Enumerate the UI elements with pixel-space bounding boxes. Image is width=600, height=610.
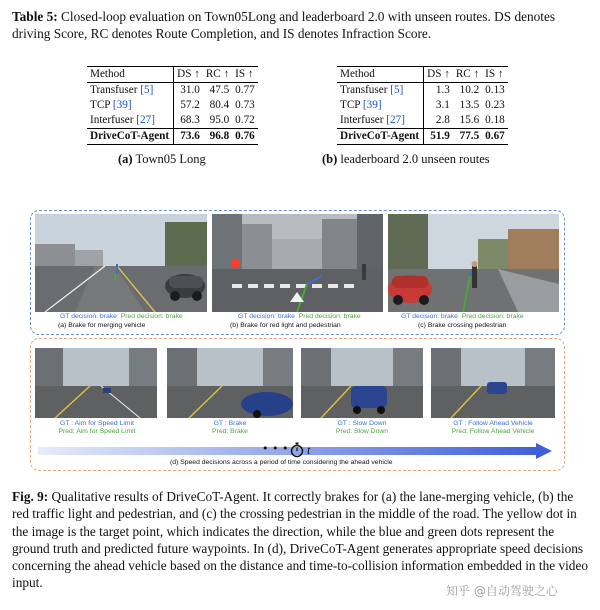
speed-image-4 [431,348,555,418]
gt-label: GT : Slow Down [337,420,387,427]
table-caption-label: Table 5: [12,9,58,24]
table-leaderboard [337,66,508,145]
method-name: DriveCoT-Agent [87,129,174,145]
method-name: Interfuser [90,114,134,126]
scene-image-red-light [212,214,383,312]
is-value: 0.76 [232,129,258,145]
speed-image-2 [167,348,293,418]
subcaption-a [118,152,206,167]
rc-value: 95.0 [209,114,230,126]
col-is: IS ↑ [232,67,258,83]
ds-value: 57.2 [180,99,200,111]
is-value: 0.72 [235,114,255,126]
timeline-t-label: t [307,443,311,457]
method-name: DriveCoT-Agent [337,129,424,145]
subcaption-text: leaderboard 2.0 unseen routes [337,152,490,166]
speed-decision-2 [180,420,280,436]
col-ds: DS ↑ [424,67,453,83]
subcaption-b [322,152,490,167]
speed-decision-3 [312,420,412,436]
col-ds: DS ↑ [174,67,203,83]
caption-b: (b) Brake for red light and pedestrian [230,322,341,329]
results-table-a [87,66,258,145]
decision-a [60,313,183,321]
pred-label: Pred decision: brake [120,313,183,320]
gt-label: GT : Brake [213,420,247,427]
figure-caption [12,488,590,592]
gt-label: GT decision: brake [401,313,458,320]
rc-value: 10.2 [459,84,480,96]
method-name: Interfuser [340,114,384,126]
ds-value: 73.6 [174,129,203,145]
pred-label: Pred: Brake [212,428,248,435]
method-name: TCP [340,99,361,111]
method-name: TCP [90,99,111,111]
gt-label: GT : Follow Ahead Vehicle [453,420,533,427]
ds-value: 3.1 [435,99,450,111]
caption-a: (a) Brake for merging vehicle [58,322,146,329]
table-row [87,113,258,129]
timeline-dots: • • • [262,442,289,455]
table-town05 [87,66,258,145]
gt-label: GT decision: brake [238,313,295,320]
table-caption-text: Closed-loop evaluation on Town05Long and leaderboard 2.0 with unseen routes. DS denotes driving Score, RC denotes Route Completion, and IS denotes Infraction Score. [12,9,556,41]
pred-label: Pred: Follow Ahead Vehicle [451,428,535,435]
is-value: 0.18 [485,114,505,126]
pred-label: Pred decision: brake [298,313,361,320]
citation: [27] [136,114,155,126]
decision-b [238,313,361,321]
pred-label: Pred: Slow Down [335,428,389,435]
is-value: 0.73 [235,99,255,111]
table-row [87,98,258,113]
table-row-best [337,129,508,145]
table-row [337,98,508,113]
method-name: Transfuser [340,84,388,96]
col-method: Method [87,67,174,83]
is-value: 0.77 [235,84,255,96]
col-rc: RC ↑ [453,67,482,83]
table-row-best [87,129,258,145]
ds-value: 1.3 [435,84,450,96]
citation: [5] [390,84,404,96]
caption-d: (d) Speed decisions across a period of time considering the ahead vehicle [170,459,393,466]
rc-value: 80.4 [209,99,230,111]
is-value: 0.23 [485,99,505,111]
is-value: 0.67 [482,129,508,145]
rc-value: 15.6 [459,114,480,126]
scene-image-crossing-pedestrian [388,214,559,312]
pred-label: Pred decision: brake [461,313,524,320]
ds-value: 2.8 [435,114,450,126]
is-value: 0.13 [485,84,505,96]
speed-decision-1 [47,420,147,436]
gt-label: GT decision: brake [60,313,117,320]
col-rc: RC ↑ [203,67,232,83]
rc-value: 13.5 [459,99,480,111]
citation: [5] [140,84,154,96]
subcaption-letter: (b) [322,152,338,166]
subcaption-letter: (a) [118,152,133,166]
table-row [87,83,258,99]
results-table-b [337,66,508,145]
figure-caption-text: Qualitative results of DriveCoT-Agent. It correctly brakes for (a) the lane-merging vehicle, (b) the red traffic light and pedestrian, and (c) the crossing pedestrian in the middle of the road. The yellow dot in the image is the target point, which indicates the direction, while the blue and green dots represent the ground truth and predicted future waypoints. In (d), DriveCoT-Agent generates appropriate speed decisions concerning the ahead vehicle based on the distance and time-to-collision information embedded in the video input. [12,489,589,591]
caption-c: (c) Brake crossing pedestrian [418,322,507,329]
rc-value: 96.8 [203,129,232,145]
method-name: Transfuser [90,84,138,96]
col-method: Method [337,67,424,83]
col-is: IS ↑ [482,67,508,83]
table-caption [12,8,590,42]
pred-label: Pred: Aim for Speed Limit [58,428,136,435]
speed-decision-4 [438,420,548,436]
scene-image-merging-vehicle [35,214,207,312]
ds-value: 51.9 [424,129,453,145]
decision-c [401,313,524,321]
rc-value: 47.5 [209,84,230,96]
citation: [39] [362,99,382,111]
speed-image-1 [35,348,157,418]
ds-value: 68.3 [180,114,200,126]
ds-value: 31.0 [180,84,200,96]
citation: [27] [386,114,405,126]
speed-image-3 [301,348,423,418]
rc-value: 77.5 [453,129,482,145]
watermark: 知乎 @自动驾驶之心 [446,584,558,598]
figure-caption-label: Fig. 9: [12,489,49,504]
gt-label: GT : Aim for Speed Limit [60,420,134,427]
subcaption-text: Town05 Long [132,152,206,166]
table-row [337,113,508,129]
citation: [39] [112,99,132,111]
table-row [337,83,508,99]
